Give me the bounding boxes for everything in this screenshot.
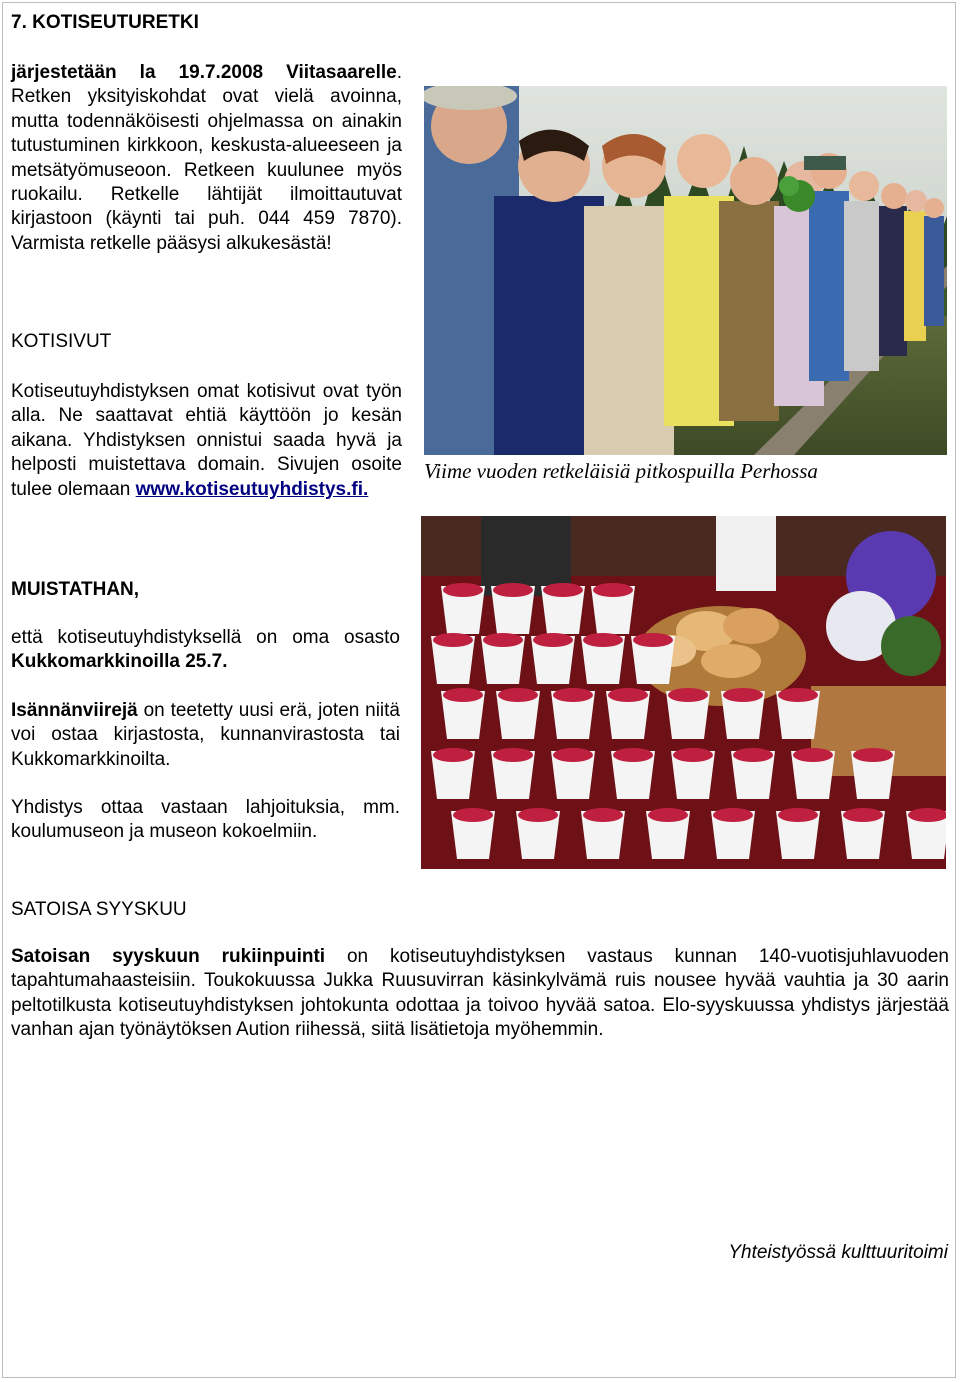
juice-cup [591, 583, 635, 634]
flag-item: Isännänviirejä [11, 699, 138, 721]
trip-details: Retken yksityiskohdat ovat vielä avoinna, mutta todennäköisesti ohjelmassa on ainakin tutustuminen kirkkoon, keskusta-alueeseen ja metsätyömuseoon. Retkeen kuulunee myös ruokailu. Retkelle lähtijät ilmoittautuvat kirjastoon (käynti tai puh. 044 459 7870). Varmista retkelle pääsysi alkukesästä! [11, 86, 402, 254]
photo-caption: Viime vuoden retkeläisiä pitkospuilla Perhossa [424, 459, 818, 483]
footer-cooperation: Yhteistyössä kulttuuritoimi [728, 1242, 948, 1263]
juice-cup [441, 583, 485, 634]
juice-cup [666, 688, 710, 739]
juice-cup [671, 748, 715, 799]
juice-cup [611, 748, 655, 799]
juice-cup [581, 633, 625, 684]
juice-cup [551, 748, 595, 799]
juice-cup [721, 688, 765, 739]
juice-cup [481, 633, 525, 684]
juice-cup [496, 688, 540, 739]
website-link[interactable]: www.kotiseutuyhdistys.fi. [135, 478, 369, 500]
juice-cup [491, 748, 535, 799]
section-title-muistathan: MUISTATHAN, [11, 579, 140, 600]
photo-hikers-on-duckboards [424, 86, 947, 455]
juice-cup [451, 808, 495, 859]
section-body-muistathan: että kotiseutuyhdistyksellä on oma osasto Kukkomarkkinoilla 25.7. Isännänviirejä on teetetty uusi erä, joten niitä voi ostaa kirjastosta, kunnanvirastosta tai Kukkomarkkinoilta. Yhdistys ottaa vastaan lahjoituksia, mm. koulumuseon ja museon kokoelmiin. [11, 627, 400, 843]
juice-cup [711, 808, 755, 859]
juice-cup [551, 688, 595, 739]
juice-cup [441, 688, 485, 739]
juice-cup [791, 748, 835, 799]
juice-cups-illustration [421, 516, 946, 869]
section-body-kotiseuturetki: järjestetään la 19.7.2008 Viitasaarelle. Retken yksityiskohdat ovat vielä avoinna, mutta todennäköisesti ohjelmassa on ainakin tutustuminen kirkkoon, keskusta-alueeseen ja metsätyömuseoon. Retkeen kuulunee myös ruokailu. Retkelle lähtijät ilmoittautuvat kirjastoon (käynti tai puh. 044 459 7870). Varmista retkelle pääsysi alkukesästä! [11, 62, 402, 254]
section-body-satoisa-syyskuu: Satoisan syyskuun rukiinpuinti on kotiseutuyhdistyksen vastaus kunnan 140-vuotisjuhlavuoden tapahtumahaasteisiin. Toukokuussa Jukka Ruusuvirran käsinkylvämä ruis nousee hyvää vauhtia ja 30 aarin peltotilkusta kotiseutuyhdistyksen johtokunta odottaa ja toivoo hyvää satoa. Elo-syyskuussa yhdistys järjestää vanhan ajan työnäytöksen Aution riihessä, siitä lisätietoja myöhemmin. [11, 946, 950, 1041]
juice-cup [431, 633, 475, 684]
hikers-illustration [424, 86, 947, 455]
section-title-satoisa-syyskuu: SATOISA SYYSKUU [11, 899, 187, 920]
section-body-kotisivut: Kotiseutuyhdistyksen omat kotisivut ovat työn alla. Ne saattavat ehtiä käyttöön jo kesän aikana. Yhdistyksen onnistui saada hyvä ja helposti muistettava domain. Sivujen osoite tulee olemaan www.kotiseutuyhdistys.fi. [11, 381, 402, 500]
trip-date: järjestetään la 19.7.2008 Viitasaarelle [11, 62, 397, 83]
juice-cup [776, 808, 820, 859]
juice-cup [541, 583, 585, 634]
juice-cup [631, 633, 675, 684]
juice-cup [851, 748, 895, 799]
juice-cup [646, 808, 690, 859]
juice-cup [731, 748, 775, 799]
juice-cup [516, 808, 560, 859]
juice-cup [531, 633, 575, 684]
section-title-kotiseuturetki: 7. KOTISEUTURETKI [11, 12, 199, 33]
juice-cup [491, 583, 535, 634]
juice-cup [431, 748, 475, 799]
harvest-event: Satoisan syyskuun rukiinpuinti [11, 946, 326, 967]
photo-juice-and-bread [421, 516, 946, 869]
juice-cup [841, 808, 885, 859]
market-date: Kukkomarkkinoilla 25.7. [11, 651, 228, 673]
juice-cup [776, 688, 820, 739]
juice-cup [906, 808, 946, 859]
juice-cup [606, 688, 650, 739]
juice-cup [581, 808, 625, 859]
section-title-kotisivut: KOTISIVUT [11, 331, 112, 352]
